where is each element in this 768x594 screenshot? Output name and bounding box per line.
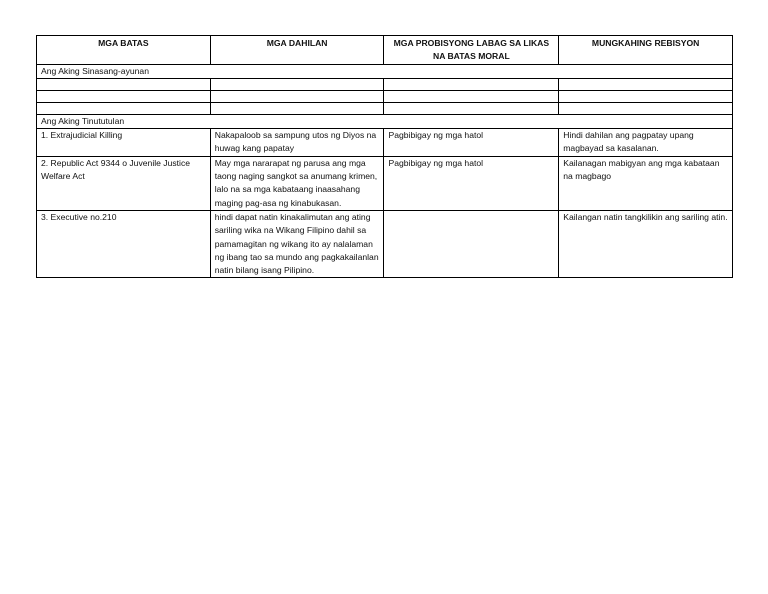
header-mungkahing-rebisyon: MUNGKAHING REBISYON [559, 36, 733, 65]
empty-cell [559, 90, 733, 102]
cell-dahilan: hindi dapat natin kinakalimutan ang ating sariling wika na Wikang Filipino dahil sa pamamagitan ng wikang ito ay nalalaman ng ibang tao sa mundo ang pagkakailanlan natin bilang isang Pilipino. [210, 210, 384, 277]
section-label-agree: Ang Aking Sinasang-ayunan [37, 64, 733, 78]
cell-batas: 1. Extrajudicial Killing [37, 129, 211, 157]
empty-cell [37, 102, 211, 114]
section-row-oppose [37, 114, 733, 128]
empty-cell [559, 102, 733, 114]
empty-cell [210, 90, 384, 102]
empty-row [37, 90, 733, 102]
header-mga-dahilan: MGA DAHILAN [210, 36, 384, 65]
empty-cell [37, 78, 211, 90]
cell-dahilan: May mga nararapat ng parusa ang mga taong naging sangkot sa anumang krimen, lalo na sa mga kabataang inaasahang maging pag-asa ng kinabukasan. [210, 156, 384, 210]
header-mga-probisyon: MGA PROBISYONG LABAG SA LIKAS NA BATAS MORAL [384, 36, 559, 65]
cell-rebisyon: Kailangan natin tangkilikin ang sariling atin. [559, 210, 733, 277]
section-label-oppose: Ang Aking Tinututulan [37, 114, 733, 128]
empty-cell [384, 102, 559, 114]
cell-dahilan: Nakapaloob sa sampung utos ng Diyos na huwag kang papatay [210, 129, 384, 157]
empty-cell [37, 90, 211, 102]
cell-batas: 2. Republic Act 9344 o Juvenile Justice Welfare Act [37, 156, 211, 210]
table-row [37, 129, 733, 157]
cell-probisyon: Pagbibigay ng mga hatol [384, 156, 559, 210]
table-row [37, 210, 733, 277]
cell-batas: 3. Executive no.210 [37, 210, 211, 277]
cell-probisyon [384, 210, 559, 277]
empty-cell [559, 78, 733, 90]
cell-rebisyon: Hindi dahilan ang pagpatay upang magbayad sa kasalanan. [559, 129, 733, 157]
law-analysis-table [36, 35, 733, 278]
header-row [37, 36, 733, 65]
empty-cell [384, 90, 559, 102]
header-mga-batas: MGA BATAS [37, 36, 211, 65]
table-row [37, 156, 733, 210]
section-row-agree [37, 64, 733, 78]
empty-cell [384, 78, 559, 90]
empty-row [37, 102, 733, 114]
cell-probisyon: Pagbibigay ng mga hatol [384, 129, 559, 157]
empty-cell [210, 102, 384, 114]
cell-rebisyon: Kailanagan mabigyan ang mga kabataan na magbago [559, 156, 733, 210]
empty-cell [210, 78, 384, 90]
empty-row [37, 78, 733, 90]
